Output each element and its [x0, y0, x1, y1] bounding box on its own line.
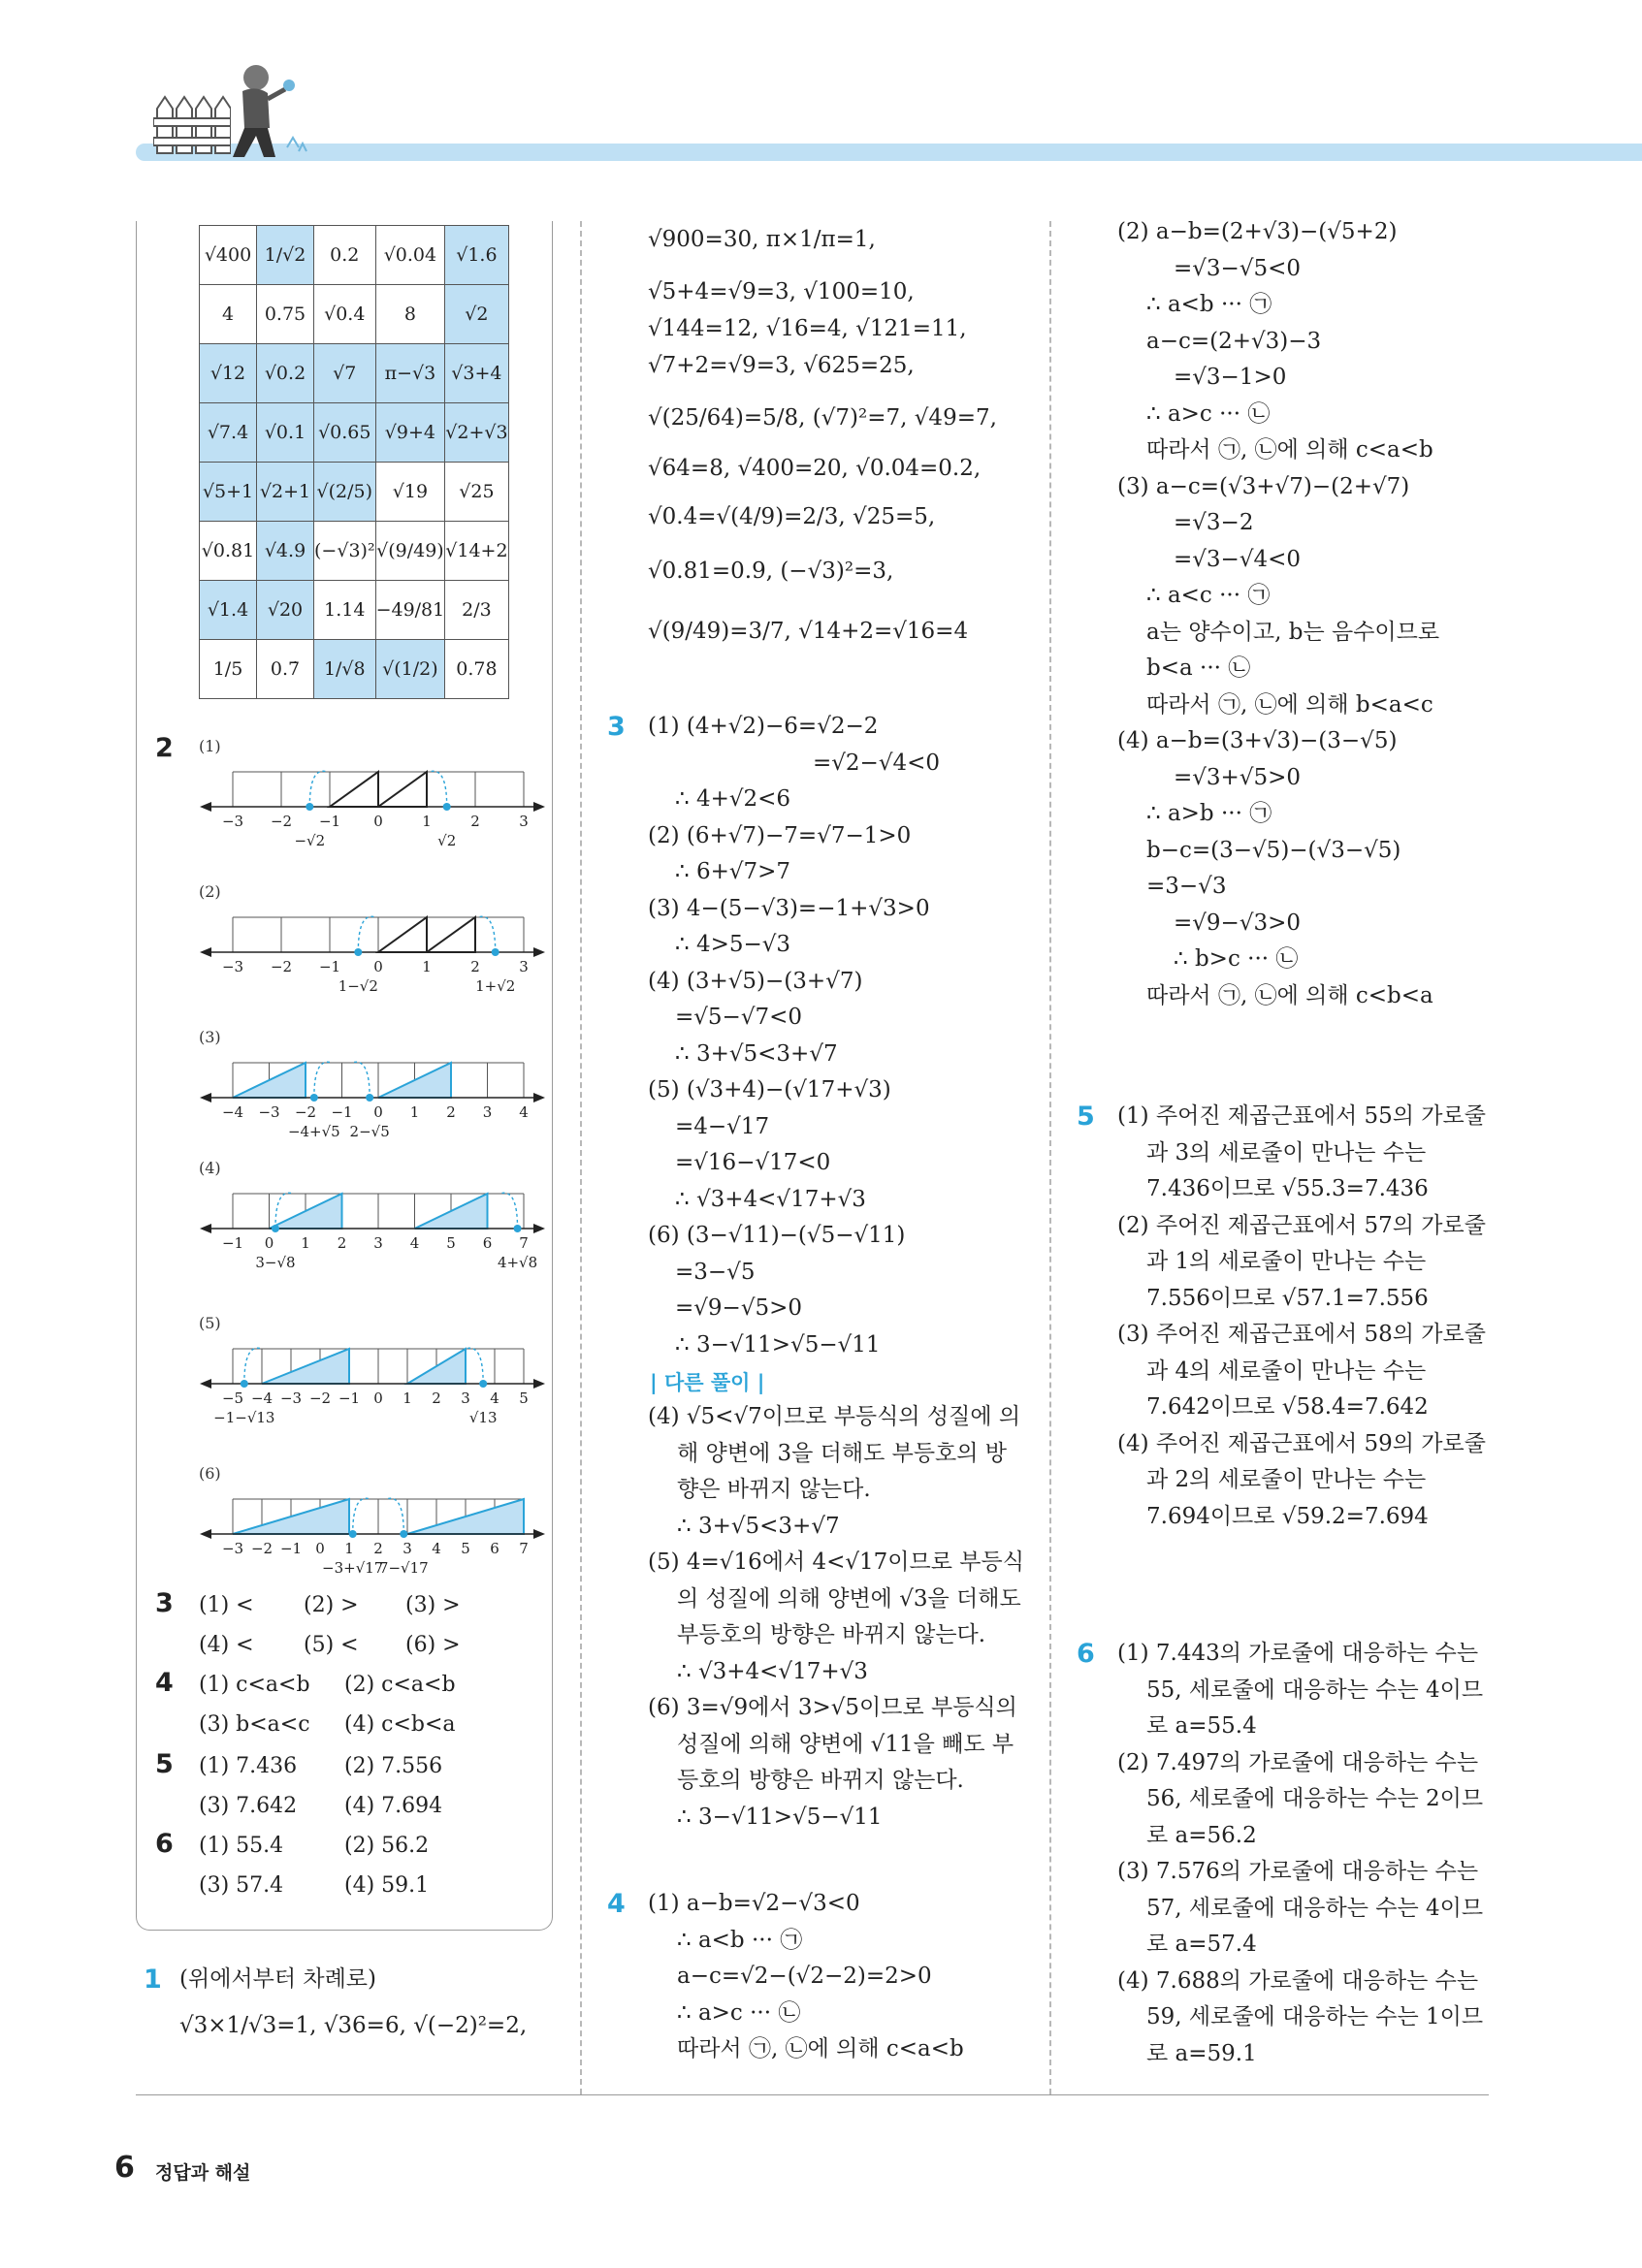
- sol4-line: =√3−1>0: [1174, 365, 1287, 390]
- compass-arc: [386, 1498, 403, 1534]
- tick-label: −4: [221, 1103, 244, 1121]
- sol4-line: ∴ a<b ··· ㉠: [1146, 292, 1272, 317]
- q3-answer: (4) <: [199, 1633, 254, 1657]
- q2-part-label: (4): [199, 1159, 221, 1177]
- table-cell: √7: [314, 344, 376, 403]
- sol4-line: ∴ b>c ··· ㉡: [1174, 946, 1299, 972]
- column-divider: [1049, 221, 1051, 2094]
- q4-number: 4: [155, 1668, 174, 1698]
- alt-solution-line: 향은 바뀌지 않는다.: [677, 1477, 871, 1502]
- tick-label: 3: [461, 1390, 470, 1407]
- table-cell: √2: [445, 285, 508, 344]
- tick-label: 2: [470, 813, 480, 830]
- number-line-figure: [194, 737, 553, 853]
- point-label: √13: [468, 1409, 498, 1426]
- sol5-line: 과 1의 세로줄이 만나는 수는: [1146, 1249, 1427, 1274]
- axis-arrow: [533, 947, 545, 957]
- sol4-line: ∴ a>c ··· ㉡: [677, 1999, 801, 2026]
- tick-label: 3: [519, 958, 529, 975]
- section-label: 정답과 해설: [155, 2162, 251, 2184]
- sol4-line: 따라서 ㉠, ㉡에 의해 c<b<a: [1146, 982, 1433, 1008]
- footer-rule: [136, 2094, 1489, 2095]
- sol4-line: =3−√3: [1146, 874, 1227, 899]
- q6-number: 6: [155, 1829, 174, 1859]
- axis-arrow: [200, 802, 211, 812]
- tick-label: 4: [519, 1103, 529, 1121]
- tick-label: 1: [301, 1234, 310, 1252]
- tick-label: 3: [519, 813, 529, 830]
- sol1-intro: (위에서부터 차례로): [179, 1966, 377, 1992]
- table-row: [200, 285, 509, 344]
- q4-answer: (1) c<a<b: [199, 1673, 310, 1697]
- sol3-line: (1) (4+√2)−6=√2−2: [648, 714, 879, 739]
- tick-label: −5: [221, 1390, 244, 1407]
- table-cell: √0.1: [257, 403, 314, 463]
- sol6-line: 로 a=57.4: [1146, 1932, 1257, 1957]
- tick-label: −1: [331, 1103, 353, 1121]
- alt-solution-line: ∴ √3+4<√17+√3: [677, 1658, 868, 1684]
- q2-part-label: (3): [199, 1028, 221, 1046]
- gardener-illustration: [206, 60, 312, 167]
- sol6-line: (1) 7.443의 가로줄에 대응하는 수는: [1117, 1641, 1479, 1666]
- q2-number: 2: [155, 733, 174, 763]
- axis-arrow: [200, 1093, 211, 1102]
- tick-label: 4: [490, 1390, 499, 1407]
- q3-answer: (1) <: [199, 1593, 254, 1617]
- sol4-line: b−c=(3−√5)−(√3−√5): [1146, 837, 1401, 863]
- table-cell: √2+√3: [445, 403, 508, 463]
- table-cell: √0.81: [200, 522, 257, 581]
- right-triangle: [427, 917, 475, 952]
- axis-arrow: [533, 1379, 545, 1389]
- tick-label: 2: [446, 1103, 456, 1121]
- sol6-line: 55, 세로줄에 대응하는 수는 4이므: [1146, 1677, 1484, 1703]
- tick-label: 5: [446, 1234, 456, 1252]
- table-cell: (−√3)²: [314, 522, 376, 581]
- tick-label: 1: [344, 1540, 354, 1557]
- table-cell: √4.9: [257, 522, 314, 581]
- sol5-line: (1) 주어진 제곱근표에서 55의 가로줄: [1117, 1103, 1486, 1129]
- alt-solution-line: ∴ 3−√11>√5−√11: [677, 1804, 883, 1830]
- tick-label: 6: [490, 1540, 499, 1557]
- table-cell: 4: [200, 285, 257, 344]
- q2-part-label: (5): [199, 1314, 221, 1332]
- point-label: −4+√5: [287, 1123, 340, 1140]
- sol3-line: =√9−√5>0: [675, 1295, 803, 1321]
- point-label: 4+√8: [497, 1254, 538, 1271]
- tick-label: −2: [294, 1103, 317, 1121]
- tick-label: 0: [315, 1540, 325, 1557]
- axis-arrow: [200, 1529, 211, 1539]
- sol3-line: =√16−√17<0: [675, 1150, 831, 1175]
- q4-answer: (3) b<a<c: [199, 1712, 310, 1737]
- compass-arc: [309, 771, 327, 807]
- q6-answer: (1) 55.4: [199, 1834, 284, 1858]
- table-cell: √0.65: [314, 403, 376, 463]
- table-cell: √3+4: [445, 344, 508, 403]
- table-cell: 8: [375, 285, 445, 344]
- point-label: −1−√13: [213, 1409, 275, 1426]
- tick-label: 1: [422, 958, 432, 975]
- sol3-line: (3) 4−(5−√3)=−1+√3>0: [648, 895, 930, 921]
- sol4-line: =√3+√5>0: [1174, 764, 1302, 790]
- tick-label: −3: [258, 1103, 280, 1121]
- sol6-line: 로 a=56.2: [1146, 1822, 1257, 1848]
- sol5-number: 5: [1077, 1102, 1095, 1132]
- sol4-line: (4) a−b=(3+√3)−(3−√5): [1117, 728, 1398, 753]
- axis-arrow: [200, 947, 211, 957]
- sol1-line: √3×1/√3=1, √36=6, √(−2)²=2,: [179, 2013, 528, 2038]
- sol4-number: 4: [607, 1889, 626, 1919]
- tick-label: −2: [270, 958, 293, 975]
- alt-solution-line: 부등호의 방향은 바뀌지 않는다.: [677, 1622, 986, 1647]
- sol5-line: (2) 주어진 제곱근표에서 57의 가로줄: [1117, 1212, 1486, 1238]
- table-cell: √1.4: [200, 581, 257, 640]
- axis-arrow: [200, 1224, 211, 1233]
- sol4-line: =√3−√4<0: [1174, 546, 1302, 572]
- sol6-line: 57, 세로줄에 대응하는 수는 4이므: [1146, 1895, 1484, 1921]
- table-cell: 0.75: [257, 285, 314, 344]
- tick-label: −3: [221, 813, 244, 830]
- alt-solution-title: | 다른 풀이 |: [650, 1371, 765, 1394]
- table-cell: π−√3: [375, 344, 445, 403]
- table-cell: 0.78̇: [445, 640, 508, 699]
- point-label: 1−√2: [338, 977, 378, 995]
- table-cell: 2/3: [445, 581, 508, 640]
- alt-solution-line: 성질에 의해 양변에 √11을 빼도 부: [677, 1731, 1014, 1757]
- compass-arc: [466, 1348, 483, 1384]
- sol3-line: (5) (√3+4)−(√17+√3): [648, 1077, 891, 1102]
- tick-label: 0: [373, 958, 383, 975]
- sol6-line: 56, 세로줄에 대응하는 수는 2이므: [1146, 1786, 1484, 1811]
- table-cell: √5+1: [200, 463, 257, 522]
- q3-answer: (6) >: [405, 1633, 461, 1657]
- tick-label: 3: [373, 1234, 383, 1252]
- table-row: [200, 226, 509, 285]
- number-line-figure: [194, 1028, 553, 1144]
- tick-label: 4: [432, 1540, 441, 1557]
- q5-answer: (1) 7.436: [199, 1754, 298, 1778]
- tick-label: −1: [279, 1540, 303, 1557]
- number-line-figure: [194, 1159, 553, 1275]
- tick-label: −4: [250, 1390, 274, 1407]
- number-line-figure: [194, 1314, 553, 1430]
- table-cell: √400: [200, 226, 257, 285]
- sol6-line: (3) 7.576의 가로줄에 대응하는 수는: [1117, 1859, 1479, 1884]
- right-triangle: [378, 917, 427, 952]
- tick-label: −1: [318, 813, 341, 830]
- point-label: 2−√5: [349, 1123, 390, 1140]
- point-label: 1+√2: [475, 977, 516, 995]
- tick-label: −2: [250, 1540, 274, 1557]
- point-label: √2: [437, 832, 457, 849]
- tick-label: 5: [461, 1540, 470, 1557]
- sol3-line: =4−√17: [675, 1113, 770, 1139]
- table-row: [200, 640, 509, 699]
- sol4-line: =√3−2: [1174, 510, 1254, 535]
- point-label: −3+√17: [322, 1559, 384, 1577]
- q2-part-label: (6): [199, 1464, 221, 1483]
- q6-answer: (4) 59.1: [344, 1873, 430, 1898]
- point-label: 3−√8: [255, 1254, 296, 1271]
- sol4-line: 따라서 ㉠, ㉡에 의해 c<a<b: [677, 2036, 964, 2061]
- alt-solution-line: 의 성질에 의해 양변에 √3을 더해도: [677, 1585, 1021, 1612]
- table-cell: 1/√8: [314, 640, 376, 699]
- q2-part-label: (1): [199, 737, 221, 755]
- tick-label: 2: [470, 958, 480, 975]
- axis-arrow: [533, 1529, 545, 1539]
- compass-arc: [352, 1062, 370, 1098]
- tick-label: 2: [337, 1234, 347, 1252]
- sol3-line: =3−√5: [675, 1259, 756, 1285]
- table-cell: √(9/49): [375, 522, 445, 581]
- alt-solution-line: (4) √5<√7이므로 부등식의 성질에 의: [648, 1404, 1021, 1429]
- table-cell: 0.2: [314, 226, 376, 285]
- compass-arc: [314, 1062, 332, 1098]
- axis-arrow: [533, 1093, 545, 1102]
- tick-label: −2: [308, 1390, 332, 1407]
- sol3-line: ∴ 4+√2<6: [675, 786, 791, 812]
- sol5-line: 과 2의 세로줄이 만나는 수는: [1146, 1467, 1427, 1492]
- sol5-line: (3) 주어진 제곱근표에서 58의 가로줄: [1117, 1322, 1486, 1347]
- sol1-line: √64=8, √400=20, √0.04=0.2,: [648, 456, 982, 481]
- table-row: [200, 463, 509, 522]
- axis-arrow: [200, 1379, 211, 1389]
- tick-label: 0: [373, 1103, 383, 1121]
- sol4-line: =√3−√5<0: [1174, 255, 1302, 281]
- sol5-line: 과 4의 세로줄이 만나는 수는: [1146, 1358, 1427, 1384]
- alt-solution-line: 해 양변에 3을 더해도 부등호의 방: [677, 1440, 1008, 1466]
- sol5-line: 7.556이므로 √57.1=7.556: [1146, 1285, 1429, 1311]
- tick-label: −1: [338, 1390, 361, 1407]
- table-cell: 1.14: [314, 581, 376, 640]
- table-cell: √(2/5): [314, 463, 376, 522]
- number-line-figure: [194, 1464, 553, 1581]
- compass-arc: [358, 916, 375, 952]
- sol3-line: ∴ 4>5−√3: [675, 932, 791, 957]
- tick-label: −3: [221, 958, 244, 975]
- sol4-line: a−c=√2−(√2−2)=2>0: [677, 1964, 932, 1989]
- table-cell: √(1/2): [375, 640, 445, 699]
- sol3-line: =√5−√7<0: [675, 1005, 803, 1030]
- table-row: [200, 344, 509, 403]
- tick-label: 0: [264, 1234, 274, 1252]
- sol4-line: (2) a−b=(2+√3)−(√5+2): [1117, 219, 1398, 244]
- q6-answer: (3) 57.4: [199, 1873, 284, 1898]
- q4-answer: (2) c<a<b: [344, 1673, 456, 1697]
- alt-solution-line: ∴ 3+√5<3+√7: [677, 1513, 840, 1539]
- q3-answer: (2) >: [304, 1593, 359, 1617]
- sol6-number: 6: [1077, 1639, 1095, 1669]
- q4-answer: (4) c<b<a: [344, 1712, 456, 1737]
- sol5-line: (4) 주어진 제곱근표에서 59의 가로줄: [1117, 1430, 1486, 1456]
- sol6-line: 59, 세로줄에 대응하는 수는 1이므: [1146, 2004, 1484, 2029]
- sol3-line: (2) (6+√7)−7=√7−1>0: [648, 822, 912, 848]
- alt-solution-line: (5) 4=√16에서 4<√17이므로 부등식: [648, 1549, 1024, 1575]
- sol4-line: ∴ a<c ··· ㉠: [1146, 583, 1271, 608]
- table-cell: √12: [200, 344, 257, 403]
- table-cell: −49/81: [375, 581, 445, 640]
- table-cell: √9+4: [375, 403, 445, 463]
- sol5-line: 과 3의 세로줄이 만나는 수는: [1146, 1139, 1427, 1166]
- sol3-line: (4) (3+√5)−(3+√7): [648, 968, 863, 994]
- sol1-line: √(9/49)=3/7, √14+2=√16=4: [648, 619, 969, 644]
- table-cell: 1/√2: [257, 226, 314, 285]
- q6-answer: (2) 56.2: [344, 1834, 430, 1858]
- table-cell: √25: [445, 463, 508, 522]
- q5-answer: (3) 7.642: [199, 1794, 298, 1818]
- sol3-number: 3: [607, 712, 626, 742]
- tick-label: −3: [279, 1390, 303, 1407]
- compass-arc: [430, 771, 447, 807]
- tick-label: 1: [409, 1103, 420, 1121]
- table-cell: √2+1: [257, 463, 314, 522]
- sol4-line: ∴ a>c ··· ㉡: [1146, 400, 1271, 427]
- compass-arc: [478, 916, 496, 952]
- right-triangle: [378, 772, 427, 807]
- compass-arc: [500, 1193, 518, 1229]
- tick-label: 3: [482, 1103, 493, 1121]
- table-cell: √0.04: [375, 226, 445, 285]
- alt-solution-line: (6) 3=√9에서 3>√5이므로 부등식의: [648, 1695, 1017, 1720]
- tick-label: 4: [409, 1234, 420, 1252]
- axis-arrow: [533, 802, 545, 812]
- right-triangle: [262, 1349, 349, 1384]
- sol1-line: √(25/64)=5/8, (√7)²=7, √49=7,: [648, 405, 997, 431]
- sol1-line: √0.81=0.9, (−√3)²=3,: [648, 559, 894, 584]
- sol4-line: a−c=(2+√3)−3: [1146, 328, 1322, 354]
- compass-arc: [244, 1348, 262, 1384]
- sol4-line: ∴ a<b ··· ㉠: [677, 1927, 803, 1953]
- sol1-line: √5+4=√9=3, √100=10,: [648, 279, 915, 304]
- q5-answer: (2) 7.556: [344, 1754, 443, 1778]
- alt-solution-line: 등호의 방향은 바뀌지 않는다.: [677, 1768, 964, 1793]
- table-cell: √7.4: [200, 403, 257, 463]
- sol6-line: 로 a=59.1: [1146, 2040, 1257, 2066]
- sol1-line: √144=12, √16=4, √121=11,: [648, 316, 967, 341]
- sol3-line: ∴ 6+√7>7: [675, 859, 791, 884]
- tick-label: 2: [373, 1540, 383, 1557]
- table-cell: √0.4: [314, 285, 376, 344]
- table-cell: 1/5: [200, 640, 257, 699]
- table-row: [200, 403, 509, 463]
- sol1-line: √900=30, π×1/π=1,: [648, 227, 876, 252]
- header-bar: [136, 144, 1642, 161]
- tick-label: 6: [482, 1234, 493, 1252]
- table-cell: √14+2: [445, 522, 508, 581]
- sol6-line: (4) 7.688의 가로줄에 대응하는 수는: [1117, 1967, 1479, 1994]
- q2-part-label: (2): [199, 882, 221, 901]
- q3-number: 3: [155, 1588, 174, 1618]
- number-line-figure: [194, 882, 553, 999]
- sol5-line: 7.694이므로 √59.2=7.694: [1146, 1503, 1429, 1529]
- axis-arrow: [533, 1224, 545, 1233]
- column-divider: [580, 221, 582, 2094]
- sol3-line: ∴ 3−√11>√5−√11: [675, 1331, 881, 1358]
- tick-label: 0: [373, 1390, 383, 1407]
- q3-answer: (5) <: [304, 1633, 359, 1657]
- sol4-line: =√9−√3>0: [1174, 910, 1302, 936]
- point-label: 7−√17: [378, 1559, 429, 1577]
- sol6-line: 로 a=55.4: [1146, 1713, 1257, 1739]
- sol3-line: =√2−√4<0: [813, 750, 941, 776]
- table-row: [200, 581, 509, 640]
- sol4-line: b<a ··· ㉡: [1146, 655, 1251, 681]
- sol1-number: 1: [144, 1965, 162, 1995]
- sol4-line: a는 양수이고, b는 음수이므로: [1146, 619, 1440, 645]
- root-classification-table: [199, 225, 509, 699]
- sol5-line: 7.642이므로 √58.4=7.642: [1146, 1394, 1429, 1420]
- sol3-line: ∴ √3+4<√17+√3: [675, 1186, 866, 1212]
- sol4-line: (3) a−c=(√3+√7)−(2+√7): [1117, 473, 1410, 499]
- q3-answer: (3) >: [405, 1593, 461, 1617]
- table-cell: √19: [375, 463, 445, 522]
- sol3-line: (6) (3−√11)−(√5−√11): [648, 1223, 906, 1248]
- q5-answer: (4) 7.694: [344, 1794, 443, 1818]
- tick-label: 0: [373, 813, 383, 830]
- tick-label: −1: [221, 1234, 244, 1252]
- tick-label: −2: [270, 813, 293, 830]
- sol4-line: ∴ a>b ··· ㉠: [1146, 801, 1272, 826]
- page-number: 6: [114, 2151, 135, 2185]
- table-cell: √1.6: [445, 226, 508, 285]
- tick-label: 1: [422, 813, 432, 830]
- point-label: −√2: [294, 832, 326, 849]
- compass-arc: [353, 1498, 370, 1534]
- tick-label: 3: [402, 1540, 412, 1557]
- tick-label: −3: [221, 1540, 244, 1557]
- sol3-line: ∴ 3+√5<3+√7: [675, 1040, 838, 1067]
- right-triangle: [330, 772, 378, 807]
- sol4-line: 따라서 ㉠, ㉡에 의해 b<a<c: [1146, 691, 1433, 718]
- tick-label: 2: [432, 1390, 441, 1407]
- sol4-line: (1) a−b=√2−√3<0: [648, 1891, 860, 1916]
- table-cell: √20: [257, 581, 314, 640]
- sol5-line: 7.436이므로 √55.3=7.436: [1146, 1176, 1429, 1201]
- table-cell: √0.2: [257, 344, 314, 403]
- tick-label: 7: [519, 1234, 529, 1252]
- tick-label: 5: [519, 1390, 529, 1407]
- sol1-line: √0.4̇=√(4/9)=2/3, √25=5,: [648, 504, 936, 529]
- sol1-line: √7+2=√9=3, √625=25,: [648, 353, 915, 378]
- tick-label: −1: [318, 958, 341, 975]
- table-row: [200, 522, 509, 581]
- table-cell: 0.7̇: [257, 640, 314, 699]
- sol6-line: (2) 7.497의 가로줄에 대응하는 수는: [1117, 1749, 1479, 1775]
- tick-label: 1: [402, 1390, 412, 1407]
- sol4-line: 따라서 ㉠, ㉡에 의해 c<a<b: [1146, 437, 1433, 463]
- tick-label: 7: [519, 1540, 529, 1557]
- q5-number: 5: [155, 1749, 174, 1779]
